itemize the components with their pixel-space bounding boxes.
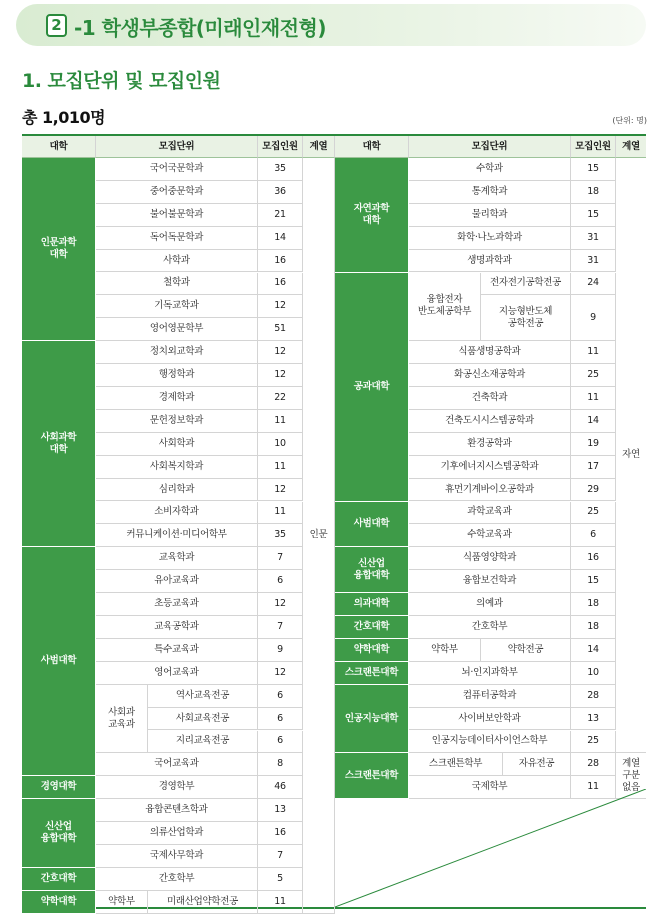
social-quota: 10 <box>258 433 303 456</box>
social-unit: 행정학과 <box>96 364 258 387</box>
header-college: 대학 <box>335 136 409 158</box>
engineering-unit: 건축도시시스템공학과 <box>409 410 571 433</box>
newind-unit: 융합콘텐츠학과 <box>96 799 258 822</box>
korean-edu-quota: 8 <box>258 753 303 776</box>
humanities-quota: 14 <box>258 227 303 250</box>
nursing-unit: 간호학부 <box>96 868 258 891</box>
newind-unit: 의류산업학과 <box>96 822 258 845</box>
college-education: 사범대학 <box>22 547 96 776</box>
college-nursing: 간호대학 <box>22 868 96 891</box>
education-unit: 교육공학과 <box>96 616 258 639</box>
natural-quota: 15 <box>571 204 616 227</box>
engineering-quota: 19 <box>571 433 616 456</box>
social-edu-quota: 6 <box>258 731 303 754</box>
engineering-quota: 17 <box>571 456 616 479</box>
social-quota: 12 <box>258 364 303 387</box>
humanities-quota: 16 <box>258 273 303 296</box>
ai-unit: 인공지능데이터사이언스학부 <box>409 731 571 754</box>
natural-quota: 15 <box>571 158 616 181</box>
natural-unit: 물리학과 <box>409 204 571 227</box>
engineering-quota: 14 <box>571 410 616 433</box>
header-quota: 모집인원 <box>258 136 303 158</box>
conv-major: 지능형반도체 공학전공 <box>481 295 571 341</box>
college-social-science: 사회과학 대학 <box>22 341 96 547</box>
natural-unit: 생명과학과 <box>409 250 571 273</box>
medical-unit: 의예과 <box>409 593 571 616</box>
pharmacy-quota-r: 14 <box>571 639 616 662</box>
college-business: 경영대학 <box>22 776 96 799</box>
humanities-quota: 36 <box>258 181 303 204</box>
scranton-quota: 10 <box>571 662 616 685</box>
banner <box>16 4 646 46</box>
social-quota: 11 <box>258 410 303 433</box>
humanities-unit: 영어영문학부 <box>96 318 258 341</box>
header-quota: 모집인원 <box>571 136 616 158</box>
social-unit: 커뮤니케이션·미디어학부 <box>96 524 258 547</box>
pharmacy-dept-r: 약학부 <box>409 639 481 662</box>
header-unit: 모집단위 <box>96 136 258 158</box>
education-unit: 초등교육과 <box>96 593 258 616</box>
conv-major: 전자전기공학전공 <box>481 273 571 296</box>
education-r-unit: 과학교육과 <box>409 502 571 525</box>
ai-unit: 컴퓨터공학과 <box>409 685 571 708</box>
natural-unit: 통계학과 <box>409 181 571 204</box>
conv-dept: 융합전자 반도체공학부 <box>409 273 481 342</box>
natural-unit: 화학·나노과학과 <box>409 227 571 250</box>
education-unit: 특수교육과 <box>96 639 258 662</box>
college-pharmacy-r: 약학대학 <box>335 639 409 662</box>
social-quota: 12 <box>258 479 303 502</box>
education-quota: 7 <box>258 616 303 639</box>
engineering-quota: 29 <box>571 479 616 502</box>
scranton-free-quota: 28 <box>571 753 616 776</box>
humanities-quota: 35 <box>258 158 303 181</box>
humanities-quota: 12 <box>258 295 303 318</box>
social-quota: 22 <box>258 387 303 410</box>
college-new-industry: 신산업 융합대학 <box>22 799 96 868</box>
humanities-unit: 기독교학과 <box>96 295 258 318</box>
social-quota: 11 <box>258 502 303 525</box>
total-count: 총 1,010명 <box>22 108 106 127</box>
college-humanities: 인문과학 대학 <box>22 158 96 341</box>
ai-quota: 28 <box>571 685 616 708</box>
engineering-unit: 식품생명공학과 <box>409 341 571 364</box>
newind-r-quota: 16 <box>571 547 616 570</box>
pharmacy-quota: 11 <box>258 891 303 914</box>
college-ai: 인공지능대학 <box>335 685 409 754</box>
medical-quota: 18 <box>571 593 616 616</box>
social-edu-major: 사회교육전공 <box>148 708 258 731</box>
education-unit: 영어교육과 <box>96 662 258 685</box>
humanities-unit: 불어불문학과 <box>96 204 258 227</box>
education-r-quota: 6 <box>571 524 616 547</box>
social-edu-major: 지리교육전공 <box>148 731 258 754</box>
header-college: 대학 <box>22 136 96 158</box>
social-edu-major: 역사교육전공 <box>148 685 258 708</box>
college-scranton-2: 스크랜튼대학 <box>335 753 409 799</box>
scranton-free-major: 자유전공 <box>503 753 571 776</box>
newind-unit: 국제사무학과 <box>96 845 258 868</box>
newind-r-unit: 융합보건학과 <box>409 570 571 593</box>
natural-quota: 31 <box>571 250 616 273</box>
engineering-quota: 11 <box>571 341 616 364</box>
education-r-unit: 수학교육과 <box>409 524 571 547</box>
education-quota: 12 <box>258 662 303 685</box>
newind-quota: 7 <box>258 845 303 868</box>
natural-quota: 18 <box>571 181 616 204</box>
scranton-dept: 스크랜튼학부 <box>409 753 503 776</box>
humanities-quota: 16 <box>258 250 303 273</box>
nursing-quota: 5 <box>258 868 303 891</box>
social-unit: 소비자학과 <box>96 502 258 525</box>
header-unit: 모집단위 <box>409 136 571 158</box>
humanities-unit: 중어중문학과 <box>96 181 258 204</box>
intl-studies-quota: 11 <box>571 776 616 799</box>
education-quota: 6 <box>258 570 303 593</box>
social-quota: 12 <box>258 341 303 364</box>
engineering-quota: 25 <box>571 364 616 387</box>
engineering-unit: 기후에너지시스템공학과 <box>409 456 571 479</box>
header-track: 계열 <box>303 136 335 158</box>
engineering-unit: 화공신소재공학과 <box>409 364 571 387</box>
conv-quota: 9 <box>571 295 616 341</box>
college-pharmacy: 약학대학 <box>22 891 96 914</box>
education-quota: 9 <box>258 639 303 662</box>
pharmacy-unit-r: 약학전공 <box>481 639 571 662</box>
education-unit: 유아교육과 <box>96 570 258 593</box>
college-engineering: 공과대학 <box>335 273 409 502</box>
social-unit: 문헌정보학과 <box>96 410 258 433</box>
humanities-quota: 21 <box>258 204 303 227</box>
college-scranton: 스크랜튼대학 <box>335 662 409 685</box>
social-unit: 사회학과 <box>96 433 258 456</box>
newind-quota: 16 <box>258 822 303 845</box>
newind-r-quota: 15 <box>571 570 616 593</box>
natural-quota: 31 <box>571 227 616 250</box>
engineering-unit: 건축학과 <box>409 387 571 410</box>
track-none: 계열 구분 없음 <box>616 753 646 799</box>
humanities-unit: 국어국문학과 <box>96 158 258 181</box>
conv-quota: 24 <box>571 273 616 296</box>
scranton-unit: 뇌·인지과학부 <box>409 662 571 685</box>
banner-number-badge: 2 <box>46 14 67 37</box>
college-nursing-r: 간호대학 <box>335 616 409 639</box>
nursing-unit-r: 간호학부 <box>409 616 571 639</box>
track-humanities: 인문 <box>303 158 335 914</box>
social-edu-dept: 사회과 교육과 <box>96 685 148 754</box>
social-unit: 사회복지학과 <box>96 456 258 479</box>
business-unit: 경영학부 <box>96 776 258 799</box>
ai-quota: 13 <box>571 708 616 731</box>
ai-quota: 25 <box>571 731 616 754</box>
pharmacy-dept: 약학부 <box>96 891 148 914</box>
social-unit: 정치외교학과 <box>96 341 258 364</box>
intl-studies-unit: 국제학부 <box>409 776 571 799</box>
business-quota: 46 <box>258 776 303 799</box>
natural-unit: 수학과 <box>409 158 571 181</box>
humanities-unit: 사학과 <box>96 250 258 273</box>
track-natural: 자연 <box>616 158 646 753</box>
education-quota: 7 <box>258 547 303 570</box>
section-title: 1. 모집단위 및 모집인원 <box>22 70 221 92</box>
empty-cell-diagonal <box>335 789 646 907</box>
nursing-quota-r: 18 <box>571 616 616 639</box>
education-r-quota: 25 <box>571 502 616 525</box>
banner-title: -1 학생부종합(미래인재전형) <box>74 16 326 40</box>
engineering-unit: 환경공학과 <box>409 433 571 456</box>
korean-edu-unit: 국어교육과 <box>96 753 258 776</box>
social-unit: 심리학과 <box>96 479 258 502</box>
header-track: 계열 <box>616 136 646 158</box>
social-edu-quota: 6 <box>258 708 303 731</box>
social-quota: 11 <box>258 456 303 479</box>
education-quota: 12 <box>258 593 303 616</box>
college-natural-science: 자연과학 대학 <box>335 158 409 273</box>
newind-quota: 13 <box>258 799 303 822</box>
college-education-r: 사범대학 <box>335 502 409 548</box>
humanities-quota: 51 <box>258 318 303 341</box>
social-edu-quota: 6 <box>258 685 303 708</box>
humanities-unit: 독어독문학과 <box>96 227 258 250</box>
unit-note: (단위: 명) <box>612 116 647 125</box>
college-new-industry-r: 신산업 융합대학 <box>335 547 409 593</box>
social-quota: 35 <box>258 524 303 547</box>
humanities-unit: 철학과 <box>96 273 258 296</box>
ai-unit: 사이버보안학과 <box>409 708 571 731</box>
college-medicine: 의과대학 <box>335 593 409 616</box>
engineering-unit: 휴먼기계바이오공학과 <box>409 479 571 502</box>
newind-r-unit: 식품영양학과 <box>409 547 571 570</box>
engineering-quota: 11 <box>571 387 616 410</box>
social-unit: 경제학과 <box>96 387 258 410</box>
education-unit: 교육학과 <box>96 547 258 570</box>
pharmacy-unit: 미래산업약학전공 <box>148 891 258 914</box>
